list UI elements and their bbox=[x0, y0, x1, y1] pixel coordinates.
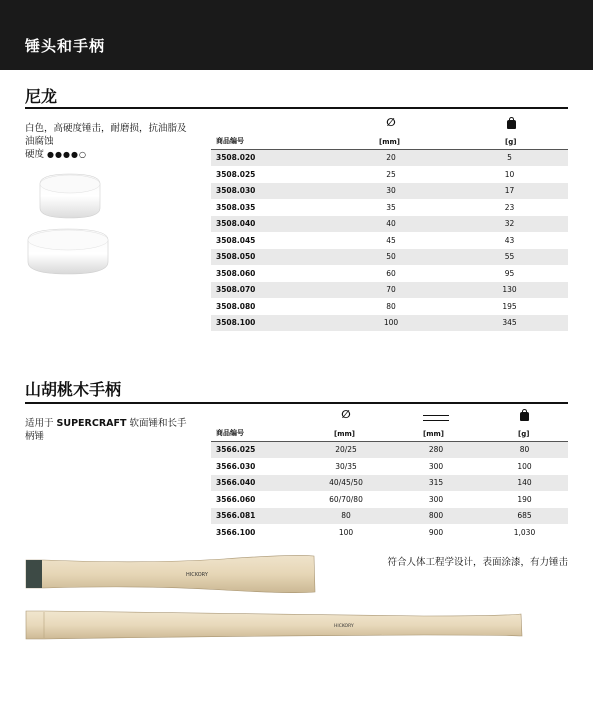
article-number-cell: 3508.035 bbox=[216, 202, 256, 212]
handle-brand-label: HICKORY bbox=[334, 624, 354, 629]
table-row bbox=[211, 150, 568, 167]
article-number-cell: 3566.025 bbox=[216, 445, 256, 455]
table-row bbox=[211, 459, 568, 476]
length-icon bbox=[423, 411, 449, 424]
handle-caption: 符合人体工程学设计，表面涂漆，有力锤击 bbox=[387, 557, 568, 568]
col-diameter-unit: [mm] bbox=[379, 138, 400, 146]
value-cell: 300 bbox=[428, 461, 444, 471]
value-cell: 32 bbox=[504, 219, 515, 229]
description-suffix: 软面锤和长手柄锤 bbox=[25, 418, 187, 442]
value-cell: 55 bbox=[504, 252, 515, 262]
value-cell: 140 bbox=[517, 478, 532, 488]
weight-icon bbox=[503, 119, 519, 132]
value-cell: 45 bbox=[386, 235, 396, 245]
nylon-description-text: 白色，高硬度锤击，耐磨损，抗油脂及油腐蚀 bbox=[25, 123, 187, 147]
hardness-row bbox=[25, 148, 195, 161]
value-cell: 70 bbox=[386, 285, 396, 295]
table-row bbox=[211, 492, 568, 509]
value-cell: 40/45/50 bbox=[329, 478, 363, 488]
value-cell: 95 bbox=[504, 268, 515, 278]
nylon-description bbox=[25, 122, 195, 161]
table-row bbox=[211, 525, 568, 542]
value-cell: 315 bbox=[428, 478, 444, 488]
value-cell: 20/25 bbox=[335, 445, 357, 455]
diameter-icon: ∅ bbox=[341, 408, 351, 421]
article-number-cell: 3566.100 bbox=[216, 527, 256, 537]
article-number-cell: 3508.060 bbox=[216, 268, 256, 278]
col-weight-unit: [g] bbox=[518, 430, 530, 438]
article-number-cell: 3508.050 bbox=[216, 252, 256, 262]
weight-icon bbox=[516, 411, 532, 424]
value-cell: 80 bbox=[341, 511, 351, 521]
table-row bbox=[211, 266, 568, 283]
description-prefix: 适用于 bbox=[25, 418, 57, 429]
nylon-head-large-image bbox=[26, 226, 110, 278]
article-number-cell: 3508.080 bbox=[216, 301, 256, 311]
value-cell: 50 bbox=[386, 252, 396, 262]
hardness-label: 硬度 bbox=[25, 149, 45, 160]
value-cell: 345 bbox=[502, 318, 517, 328]
hickory-rows bbox=[211, 442, 568, 541]
table-row bbox=[211, 475, 568, 492]
value-cell: 80 bbox=[519, 445, 530, 455]
value-cell: 280 bbox=[428, 445, 444, 455]
col-diameter-unit: [mm] bbox=[334, 430, 355, 438]
col-length-unit: [mm] bbox=[423, 430, 444, 438]
value-cell: 100 bbox=[383, 318, 399, 328]
handle-brand-label: HICKORY bbox=[186, 572, 208, 578]
page-title: 锤头和手柄 bbox=[25, 37, 106, 55]
section-divider bbox=[25, 107, 568, 109]
col-article-header: 商品编号 bbox=[216, 429, 244, 437]
article-number-cell: 3566.030 bbox=[216, 461, 256, 471]
table-row bbox=[211, 216, 568, 233]
header-banner bbox=[0, 0, 593, 70]
section-title-nylon: 尼龙 bbox=[25, 87, 58, 106]
article-number-cell: 3508.045 bbox=[216, 235, 256, 245]
table-row bbox=[211, 508, 568, 525]
value-cell: 23 bbox=[504, 202, 515, 212]
hickory-table bbox=[211, 406, 568, 541]
article-number-cell: 3566.081 bbox=[216, 511, 256, 521]
value-cell: 800 bbox=[428, 511, 444, 521]
value-cell: 20 bbox=[386, 153, 396, 163]
value-cell: 80 bbox=[386, 301, 396, 311]
value-cell: 35 bbox=[386, 202, 396, 212]
hickory-description bbox=[25, 417, 195, 443]
value-cell: 190 bbox=[517, 494, 532, 504]
article-number-cell: 3508.100 bbox=[216, 318, 256, 328]
article-number-cell: 3566.040 bbox=[216, 478, 256, 488]
article-number-cell: 3508.020 bbox=[216, 153, 256, 163]
value-cell: 17 bbox=[504, 186, 515, 196]
value-cell: 10 bbox=[504, 169, 515, 179]
value-cell: 195 bbox=[502, 301, 517, 311]
section-title-hickory: 山胡桃木手柄 bbox=[25, 380, 122, 399]
article-number-cell: 3566.060 bbox=[216, 494, 256, 504]
section-divider bbox=[25, 402, 568, 404]
value-cell: 130 bbox=[502, 285, 517, 295]
value-cell: 43 bbox=[504, 235, 515, 245]
nylon-rows bbox=[211, 150, 568, 332]
hardness-dots: ●●●●○ bbox=[47, 150, 87, 159]
nylon-head-small-image bbox=[38, 170, 102, 222]
table-row bbox=[211, 282, 568, 299]
table-row bbox=[211, 167, 568, 184]
article-number-cell: 3508.025 bbox=[216, 169, 256, 179]
short-handle-image bbox=[24, 554, 318, 594]
value-cell: 100 bbox=[517, 461, 532, 471]
value-cell: 30/35 bbox=[335, 461, 357, 471]
value-cell: 300 bbox=[428, 494, 444, 504]
table-row bbox=[211, 249, 568, 266]
table-header bbox=[211, 406, 568, 442]
table-row bbox=[211, 315, 568, 332]
table-row bbox=[211, 200, 568, 217]
value-cell: 5 bbox=[507, 153, 512, 163]
col-article-header: 商品编号 bbox=[216, 137, 244, 145]
value-cell: 60 bbox=[386, 268, 396, 278]
article-number-cell: 3508.030 bbox=[216, 186, 256, 196]
value-cell: 900 bbox=[428, 527, 444, 537]
col-weight-unit: [g] bbox=[505, 138, 517, 146]
diameter-icon: ∅ bbox=[386, 116, 396, 129]
value-cell: 25 bbox=[386, 169, 396, 179]
long-handle-image bbox=[24, 608, 524, 642]
value-cell: 1,030 bbox=[513, 527, 536, 537]
value-cell: 685 bbox=[517, 511, 532, 521]
table-row bbox=[211, 442, 568, 459]
table-row bbox=[211, 299, 568, 316]
table-header bbox=[211, 114, 568, 150]
value-cell: 40 bbox=[386, 219, 396, 229]
table-row bbox=[211, 183, 568, 200]
brand-name: SUPERCRAFT bbox=[56, 418, 127, 429]
value-cell: 60/70/80 bbox=[329, 494, 363, 504]
article-number-cell: 3508.070 bbox=[216, 285, 256, 295]
article-number-cell: 3508.040 bbox=[216, 219, 256, 229]
table-row bbox=[211, 233, 568, 250]
value-cell: 100 bbox=[338, 527, 354, 537]
value-cell: 30 bbox=[386, 186, 396, 196]
nylon-table bbox=[211, 114, 568, 332]
